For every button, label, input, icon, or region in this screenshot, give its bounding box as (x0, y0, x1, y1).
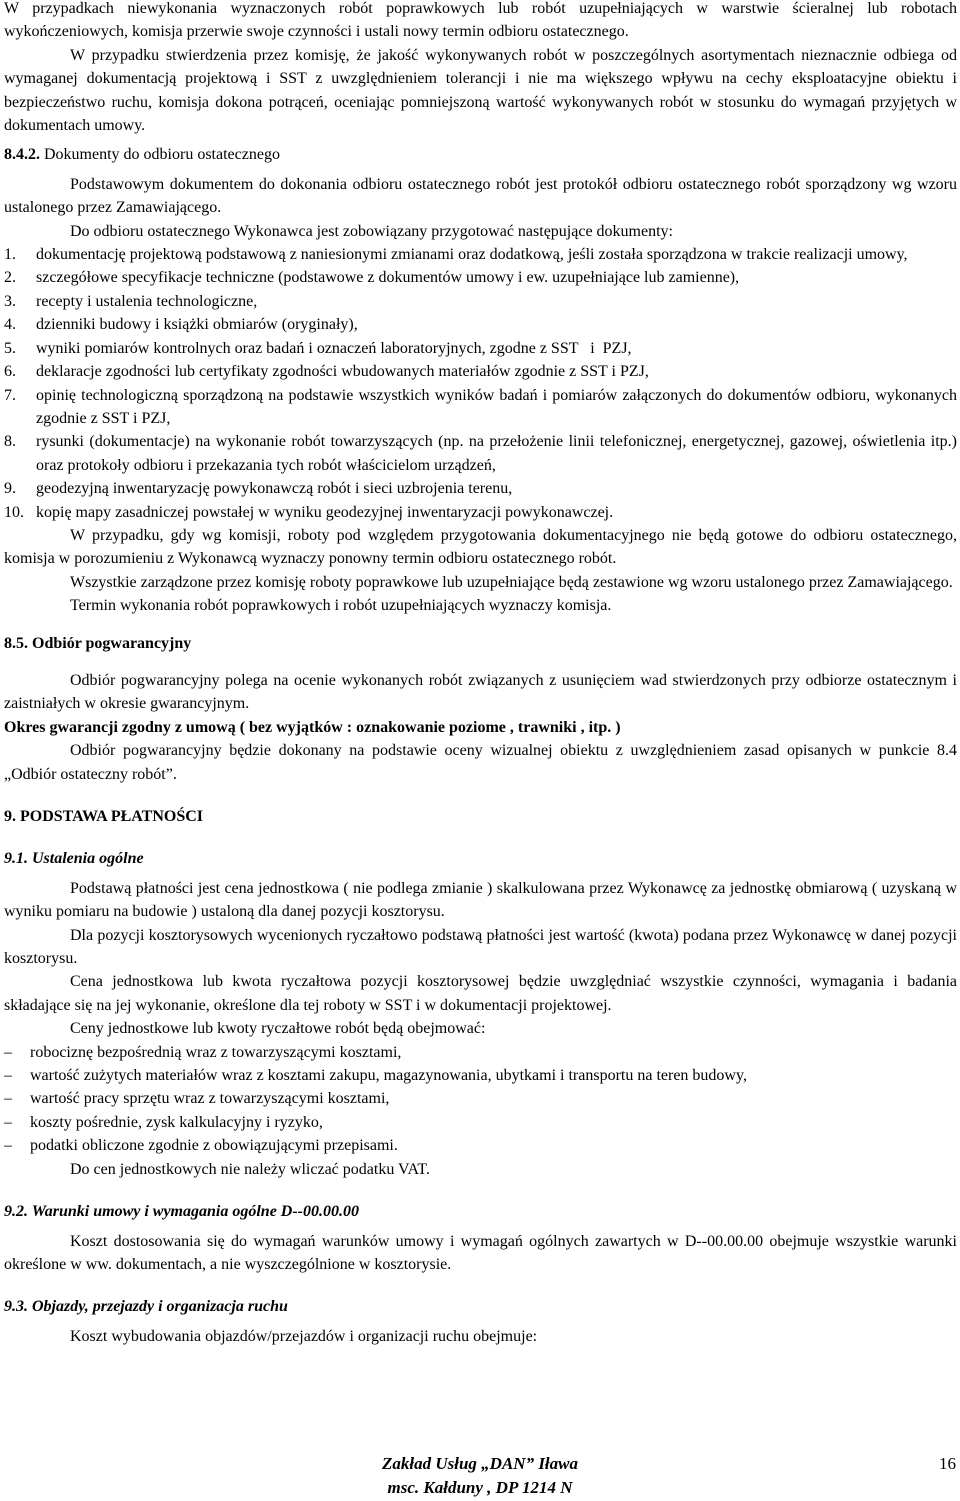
list-text: geodezyjną inwentaryzację powykonawczą robót i sieci uzbrojenia terenu, (36, 480, 513, 498)
paragraph-post-warranty: Odbiór pogwarancyjny polega na ocenie wykonanych robót związanych z usunięciem wad stwierdzonych przy odbiorze ostatecznym i zaistniałych w okresie gwarancyjnym. (4, 671, 957, 713)
list-text: deklaracje zgodności lub certyfikaty zgodności wbudowanych materiałów zgodnie z SST i PZJ, (36, 363, 649, 381)
list-text: wartość zużytych materiałów wraz z kosztami zakupu, magazynowania, ubytkami i transportu na teren budowy, (30, 1067, 747, 1085)
list-text: dzienniki budowy i książki obmiarów (oryginały), (36, 316, 358, 334)
list-item (4, 313, 957, 336)
paragraph-quality-deviation: W przypadku stwierdzenia przez komisję, że jakość wykonywanych robót w poszczególnych asortymentach nieznacznie odbiega od wymaganej dokumentacją projektową i SST z uwzględnieniem tolerancji i nie ma większego wpływu na cechy eksploatacyjne obiektu i bezpieczeństwo ruchu, komisja dokona potrąceń, oceniając pomniejszoną wartość wykonywanych robót w stosunku do wymagań przyjętych w dokumentach umowy. (4, 46, 957, 135)
page-footer (0, 1450, 960, 1501)
list-number: 9. (4, 480, 16, 498)
list-item (4, 290, 957, 313)
section-heading-9-3: 9.3. Objazdy, przejazdy i organizacja ruchu (4, 1298, 288, 1316)
list-number: 6. (4, 363, 16, 381)
list-number: 10. (4, 503, 24, 521)
list-text: szczegółowe specyfikacje techniczne (podstawowe z dokumentów umowy i ew. uzupełniające lub zamienne), (36, 269, 740, 287)
paragraph-lump-sum: Dla pozycji kosztorysowych wycenionych ryczałtowo podstawą płatności jest wartość (kwota) podana przez Wykonawcę w danej pozycji kosztorysu. (4, 926, 957, 968)
documents-list (4, 243, 957, 524)
list-item (4, 1134, 957, 1157)
paragraph-unit-price: Podstawą płatności jest cena jednostkowa ( nie podlega zmianie ) skalkulowana przez Wykonawcę za jednostkę obmiarową ( uzyskaną w wyniku pomiaru na budowie ) ustaloną dla danej pozycji kosztorysu. (4, 879, 957, 921)
list-text: wyniki pomiarów kontrolnych oraz badań i oznaczeń laboratoryjnych, zgodne z SST i PZJ, (36, 339, 632, 357)
list-item (4, 1087, 957, 1110)
dash-bullet: – (4, 1067, 12, 1085)
section-title: Dokumenty do odbioru ostatecznego (40, 146, 280, 164)
paragraph-not-ready: W przypadku, gdy wg komisji, roboty pod względem przygotowania dokumentacyjnego nie będą gotowe do odbioru ostatecznego, komisja w porozumieniu z Wykonawcą wyznaczy ponowny termin odbioru ostatecznego robót. (4, 526, 957, 568)
dash-bullet: – (4, 1043, 12, 1061)
list-text: opinię technologiczną sporządzoną na podstawie wszystkich wyników badań i pomiarów załączonych do dokumentów odbioru, wykonanych zgodnie z SST i PZJ, (36, 386, 957, 427)
list-text: koszty pośrednie, zysk kalkulacyjny i ryzyko, (30, 1113, 323, 1131)
list-item (4, 1064, 957, 1087)
paragraph-documents-intro: Do odbioru ostatecznego Wykonawca jest zobowiązany przygotować następujące dokumenty: (70, 222, 673, 240)
dash-bullet: – (4, 1113, 12, 1131)
list-number: 3. (4, 292, 16, 310)
section-title: Odbiór pogwarancyjny (28, 634, 192, 652)
list-number: 5. (4, 339, 16, 357)
list-number: 8. (4, 433, 16, 451)
list-item (4, 360, 957, 383)
list-item (4, 1041, 957, 1064)
section-number: 8.5. (4, 634, 28, 652)
section-heading-8-4-2 (4, 143, 957, 166)
paragraph-final-protocol: Podstawowym dokumentem do dokonania odbioru ostatecznego robót jest protokół odbioru ostatecznego robót sporządzony wg wzoru ustalonego przez Zamawiającego. (4, 175, 957, 217)
paragraph-contract-costs: Koszt dostosowania się do wymagań warunków umowy i wymagań ogólnych zawartych w D--00.00.00 obejmuje wszystkie warunki określone w ww. dokumentach, a nie wyszczególnione w kosztorysie. (4, 1232, 957, 1273)
list-text: dokumentację projektową podstawową z naniesionymi zmianami oraz dodatkową, jeśli została sporządzona w trakcie realizacji umowy, (36, 246, 908, 264)
dash-bullet: – (4, 1090, 12, 1108)
cost-components-list (4, 1041, 957, 1158)
list-number: 7. (4, 386, 16, 404)
paragraph-remedial-works: W przypadkach niewykonania wyznaczonych robót poprawkowych lub robót uzupełniających w warstwie ścieralnej lub robotach wykończeniowych, komisja przerwie swoje czynności i ustali nowy termin odbioru ostatecznego. (4, 0, 957, 41)
dash-bullet: – (4, 1137, 12, 1155)
list-item (4, 477, 957, 500)
list-number: 1. (4, 246, 16, 264)
section-heading-9-2: 9.2. Warunki umowy i wymagania ogólne D--00.00.00 (4, 1203, 359, 1221)
list-number: 4. (4, 316, 16, 334)
paragraph-visual-assessment: Odbiór pogwarancyjny będzie dokonany na podstawie oceny wizualnej obiektu z uwzględnieniem zasad opisanych w punkcie 8.4 „Odbiór ostateczny robót”. (4, 742, 957, 783)
section-number: 8.4.2. (4, 146, 40, 164)
list-text: kopię mapy zasadniczej powstałej w wyniku geodezyjnej inwentaryzacji powykonawczej. (36, 503, 614, 521)
footer-company: Zakład Usług „DAN” Iława (382, 1454, 578, 1473)
paragraph-deadline: Termin wykonania robót poprawkowych i robót uzupełniających wyznaczy komisja. (70, 597, 612, 615)
list-item (4, 243, 957, 266)
section-heading-9: 9. PODSTAWA PŁATNOŚCI (4, 808, 203, 825)
document-page (4, 0, 957, 1348)
list-item (4, 266, 957, 289)
list-text: robociznę bezpośrednią wraz z towarzyszącymi kosztami, (30, 1043, 402, 1061)
list-number: 2. (4, 269, 16, 287)
footer-location: msc. Kałduny , DP 1214 N (387, 1478, 573, 1497)
warranty-statement: Okres gwarancji zgodny z umową ( bez wyjątków : oznakowanie poziome , trawniki , itp. ) (4, 718, 621, 736)
list-text: podatki obliczone zgodnie z obowiązującymi przepisami. (30, 1137, 398, 1155)
list-item (4, 1111, 957, 1134)
list-item (4, 384, 957, 431)
list-item (4, 337, 957, 360)
list-text: recepty i ustalenia technologiczne, (36, 292, 258, 310)
list-text: rysunki (dokumentacje) na wykonanie robót towarzyszących (np. na przełożenie linii telefonicznej, energetycznej, gazowej, oświetlenia itp.) oraz protokoły odbioru i przekazania tych robót właścicielom urządzeń, (36, 433, 957, 474)
section-heading-9-1: 9.1. Ustalenia ogólne (4, 850, 144, 868)
paragraph-remedial-listed: Wszystkie zarządzone przez komisję roboty poprawkowe lub uzupełniające będą zestawione wg wzoru ustalonego przez Zamawiającego. (70, 573, 953, 591)
list-item (4, 430, 957, 477)
list-text: wartość pracy sprzętu wraz z towarzyszącymi kosztami, (30, 1090, 390, 1108)
paragraph-cost-components-intro: Ceny jednostkowe lub kwoty ryczałtowe robót będą obejmować: (70, 1020, 486, 1038)
list-item (4, 501, 957, 524)
paragraph-detours-cost: Koszt wybudowania objazdów/przejazdów i organizacji ruchu obejmuje: (70, 1327, 538, 1345)
section-heading-8-5 (4, 632, 957, 655)
paragraph-vat: Do cen jednostkowych nie należy wliczać podatku VAT. (70, 1160, 430, 1178)
paragraph-price-includes: Cena jednostkowa lub kwota ryczałtowa pozycji kosztorysowej będzie uwzględniać wszystkie czynności, wymagania i badania składające się na jej wykonanie, określone dla tej roboty w SST i w dokumentacji projektowej. (4, 973, 957, 1014)
page-number: 16 (939, 1454, 956, 1473)
